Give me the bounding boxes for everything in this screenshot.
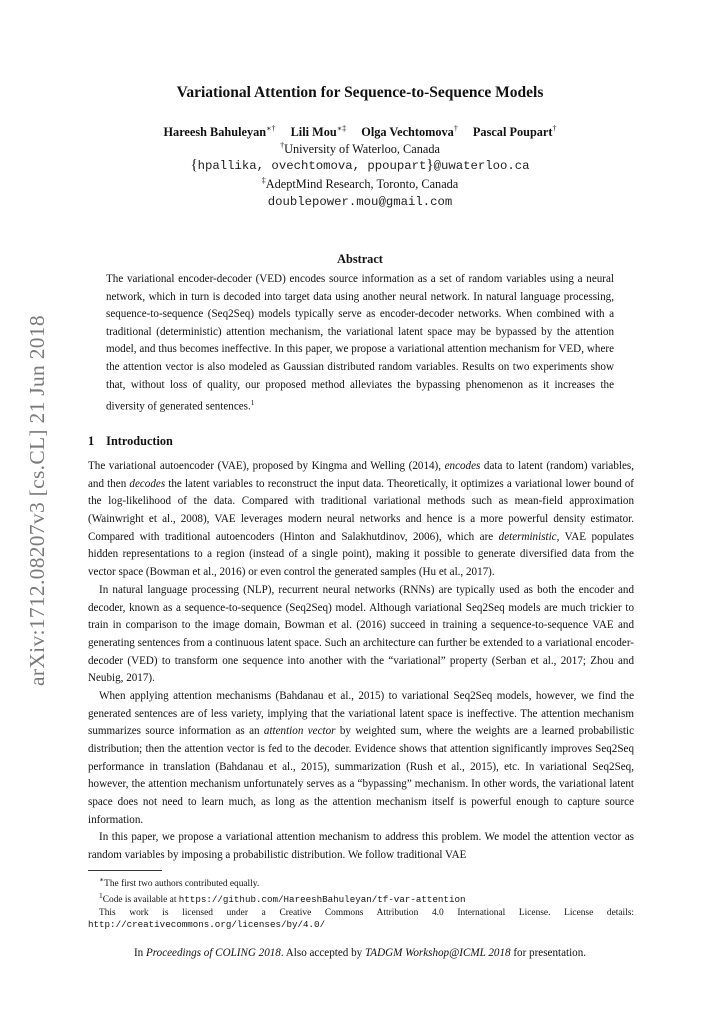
affiliation-adeptmind: ‡AdeptMind Research, Toronto, Canada <box>261 176 459 192</box>
abstract-body: The variational encoder-decoder (VED) encodes source information as a set of random variables using a neural network, which in turn is decoded into target data using another neural network. In natural language processing, sequence-to-sequence (Seq2Seq) models typically serve as encoder-decoder networks. When combined with a traditional (deterministic) attention mechanism, the variational latent space may be bypassed by the attention model, and thus becomes ineffective. In this paper, we propose a variational attention mechanism for VED, where the attention vector is also modeled as Gaussian distributed random variables. Results on two experiments show that, without loss of quality, our proposed method alleviates the bypassing phenomenon as it increases the diversity of generated sentences.$^1$ <box>106 273 614 413</box>
footnotes <box>88 874 634 931</box>
paragraph: In natural language processing (NLP), recurrent neural networks (RNNs) are typically used as both the encoder and decoder, known as a sequence-to-sequence (Seq2Seq) model. Although variational Seq2Seq models are much trickier to train in comparison to the image domain, Bowman et al. (2016) succeed in training a sequence-to-sequence VAE and generating sentences from a continuous latent space. Such an architecture can further be extended to a variational encoder-decoder (VED) to transform one sequence into another with the “variational” property (Serban et al., 2017; Zhou and Neubig, 2017). <box>88 583 634 685</box>
author: Pascal Poupart† <box>472 124 557 140</box>
adeptmind-email: doublepower.mou@gmail.com <box>267 195 453 209</box>
footnote-code: $^1$Code is available at https://github.com/HareeshBahuleyan/tf-var-attention <box>99 891 466 906</box>
arxiv-stamp <box>20 314 54 686</box>
section-heading: 1 Introduction <box>88 434 173 448</box>
author: Hareesh Bahuleyan∗† <box>163 124 276 140</box>
paragraph: When applying attention mechanisms (Bahdanau et al., 2015) to variational Seq2Seq models, however, we find the generated sentences are of less variety, implying that the variational latent space is ineffective. The attention mechanism summarizes source information as an attention vector by weighted sum, where the weights are a learned probabilistic distribution; then the attention vector is fed to the decoder. Evidence shows that attention significantly improves Seq2Seq performance in translation (Bahdanau et al., 2015), summarization (Rush et al., 2015), etc. In variational Seq2Seq, however, the attention mechanism unfortunately serves as a “bypassing” mechanism. In other words, the variational latent space does not need to learn much, as long as the attention mechanism itself is powerful enough to capture source information. <box>88 689 634 826</box>
license-link[interactable]: http://creativecommons.org/licenses/by/4.0/ <box>88 918 326 930</box>
license-note: This work is licensed under a Creative Commons Attribution 4.0 International License. License details: http://creativecommons.org/licenses/by/4.0/ <box>88 907 634 930</box>
paragraph: In this paper, we propose a variational attention mechanism to address this problem. We model the attention vector as random variables by imposing a probabilistic distribution. We follow traditional VAE <box>88 831 634 862</box>
code-link[interactable]: https://github.com/HareeshBahuleyan/tf-var-attention <box>178 894 466 906</box>
waterloo-emails: {hpallika, ovechtomova, ppoupart}@uwaterloo.ca <box>190 157 530 173</box>
footnote-star: ∗The first two authors contributed equally. <box>99 875 260 890</box>
paper-title: Variational Attention for Sequence-to-Sequence Models <box>176 84 544 101</box>
author: Olga Vechtomova† <box>361 124 458 140</box>
proceedings-note: In Proceedings of COLING 2018. Also accepted by TADGM Workshop@ICML 2018 for presentation. <box>133 947 587 959</box>
affiliation-waterloo: †University of Waterloo, Canada <box>280 141 440 157</box>
author: Lili Mou∗‡ <box>290 124 347 140</box>
footnote-rule <box>88 870 162 871</box>
arxiv-id: arXiv:1712.08207v3 [cs.CL] 21 Jun 2018 <box>24 314 49 686</box>
introduction-body <box>88 458 634 865</box>
abstract-heading: Abstract <box>337 252 383 266</box>
author-list <box>0 124 720 140</box>
paragraph: The variational autoencoder (VAE), proposed by Kingma and Welling (2014), encodes data to latent (random) variables, and then decodes the latent variables to reconstruct the input data. Theoretically, it optimizes a variational lower bound of the log-likelihood of the data. Compared with traditional variational methods such as mean-field approximation (Wainwright et al., 2008), VAE leverages modern neural networks and hence is a more powerful density estimator. Compared with traditional autoencoders (Hinton and Salakhutdinov, 2006), which are deterministic, VAE populates hidden representations to a region (instead of a single point), making it possible to generate diversified data from the vector space (Bowman et al., 2016) or even control the generated samples (Hu et al., 2017). <box>88 460 634 579</box>
footnote-ref: 1 <box>250 398 255 408</box>
